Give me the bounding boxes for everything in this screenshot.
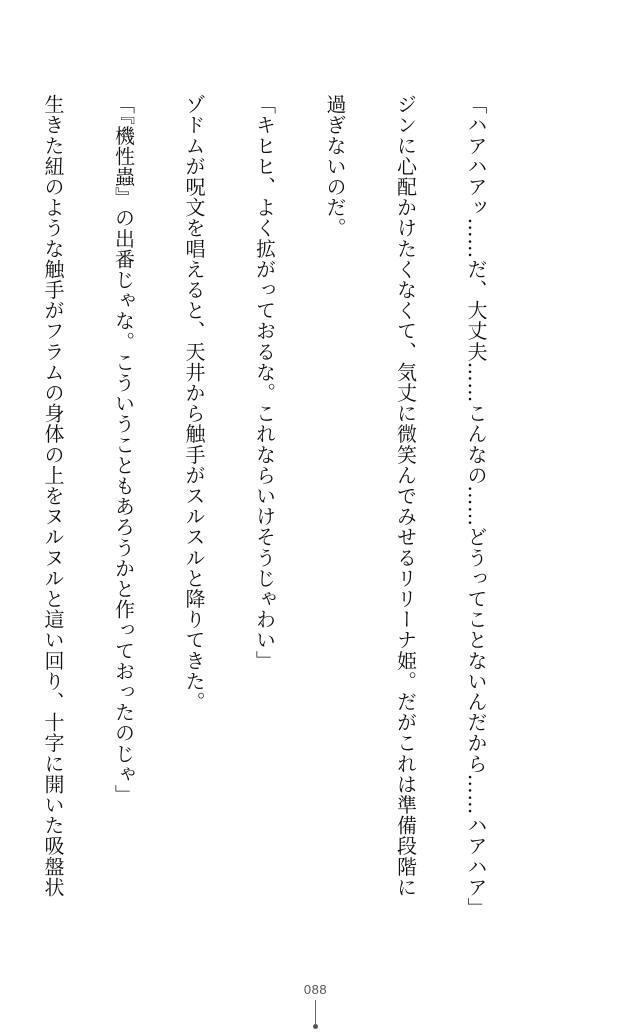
- text-column: ゾドムが呪文を唱えると、天井から触手がスルスルと降りてきた。: [182, 94, 206, 712]
- vertical-text-body: [41, 94, 534, 974]
- page-number-rule: [315, 1000, 316, 1026]
- page-number-rule-dot: [313, 1024, 318, 1029]
- text-column: ジンに心配かけたくなくて、気丈に微笑んでみせるリリーナ姫。だがこれは準備段階に: [393, 94, 418, 898]
- text-column: 「『機性蟲』の出番じゃな。こういうこともあろうかと作っておったのじゃ」: [111, 94, 136, 805]
- page-number: 088: [303, 982, 328, 997]
- text-column: 過ぎないのだ。: [323, 94, 347, 239]
- text-column: 「キヒヒ、よく拡がっておるな。これならいけそうじゃわい」: [252, 94, 277, 671]
- text-column: 「ハアハアッ……だ、大丈夫……こんなの……どうってことないんだから……ハアハア」: [464, 94, 488, 918]
- text-column: 生きた紐のような触手がフラムの身体の上をヌルヌルと這い回り、十字に開いた吸盤状: [41, 94, 65, 898]
